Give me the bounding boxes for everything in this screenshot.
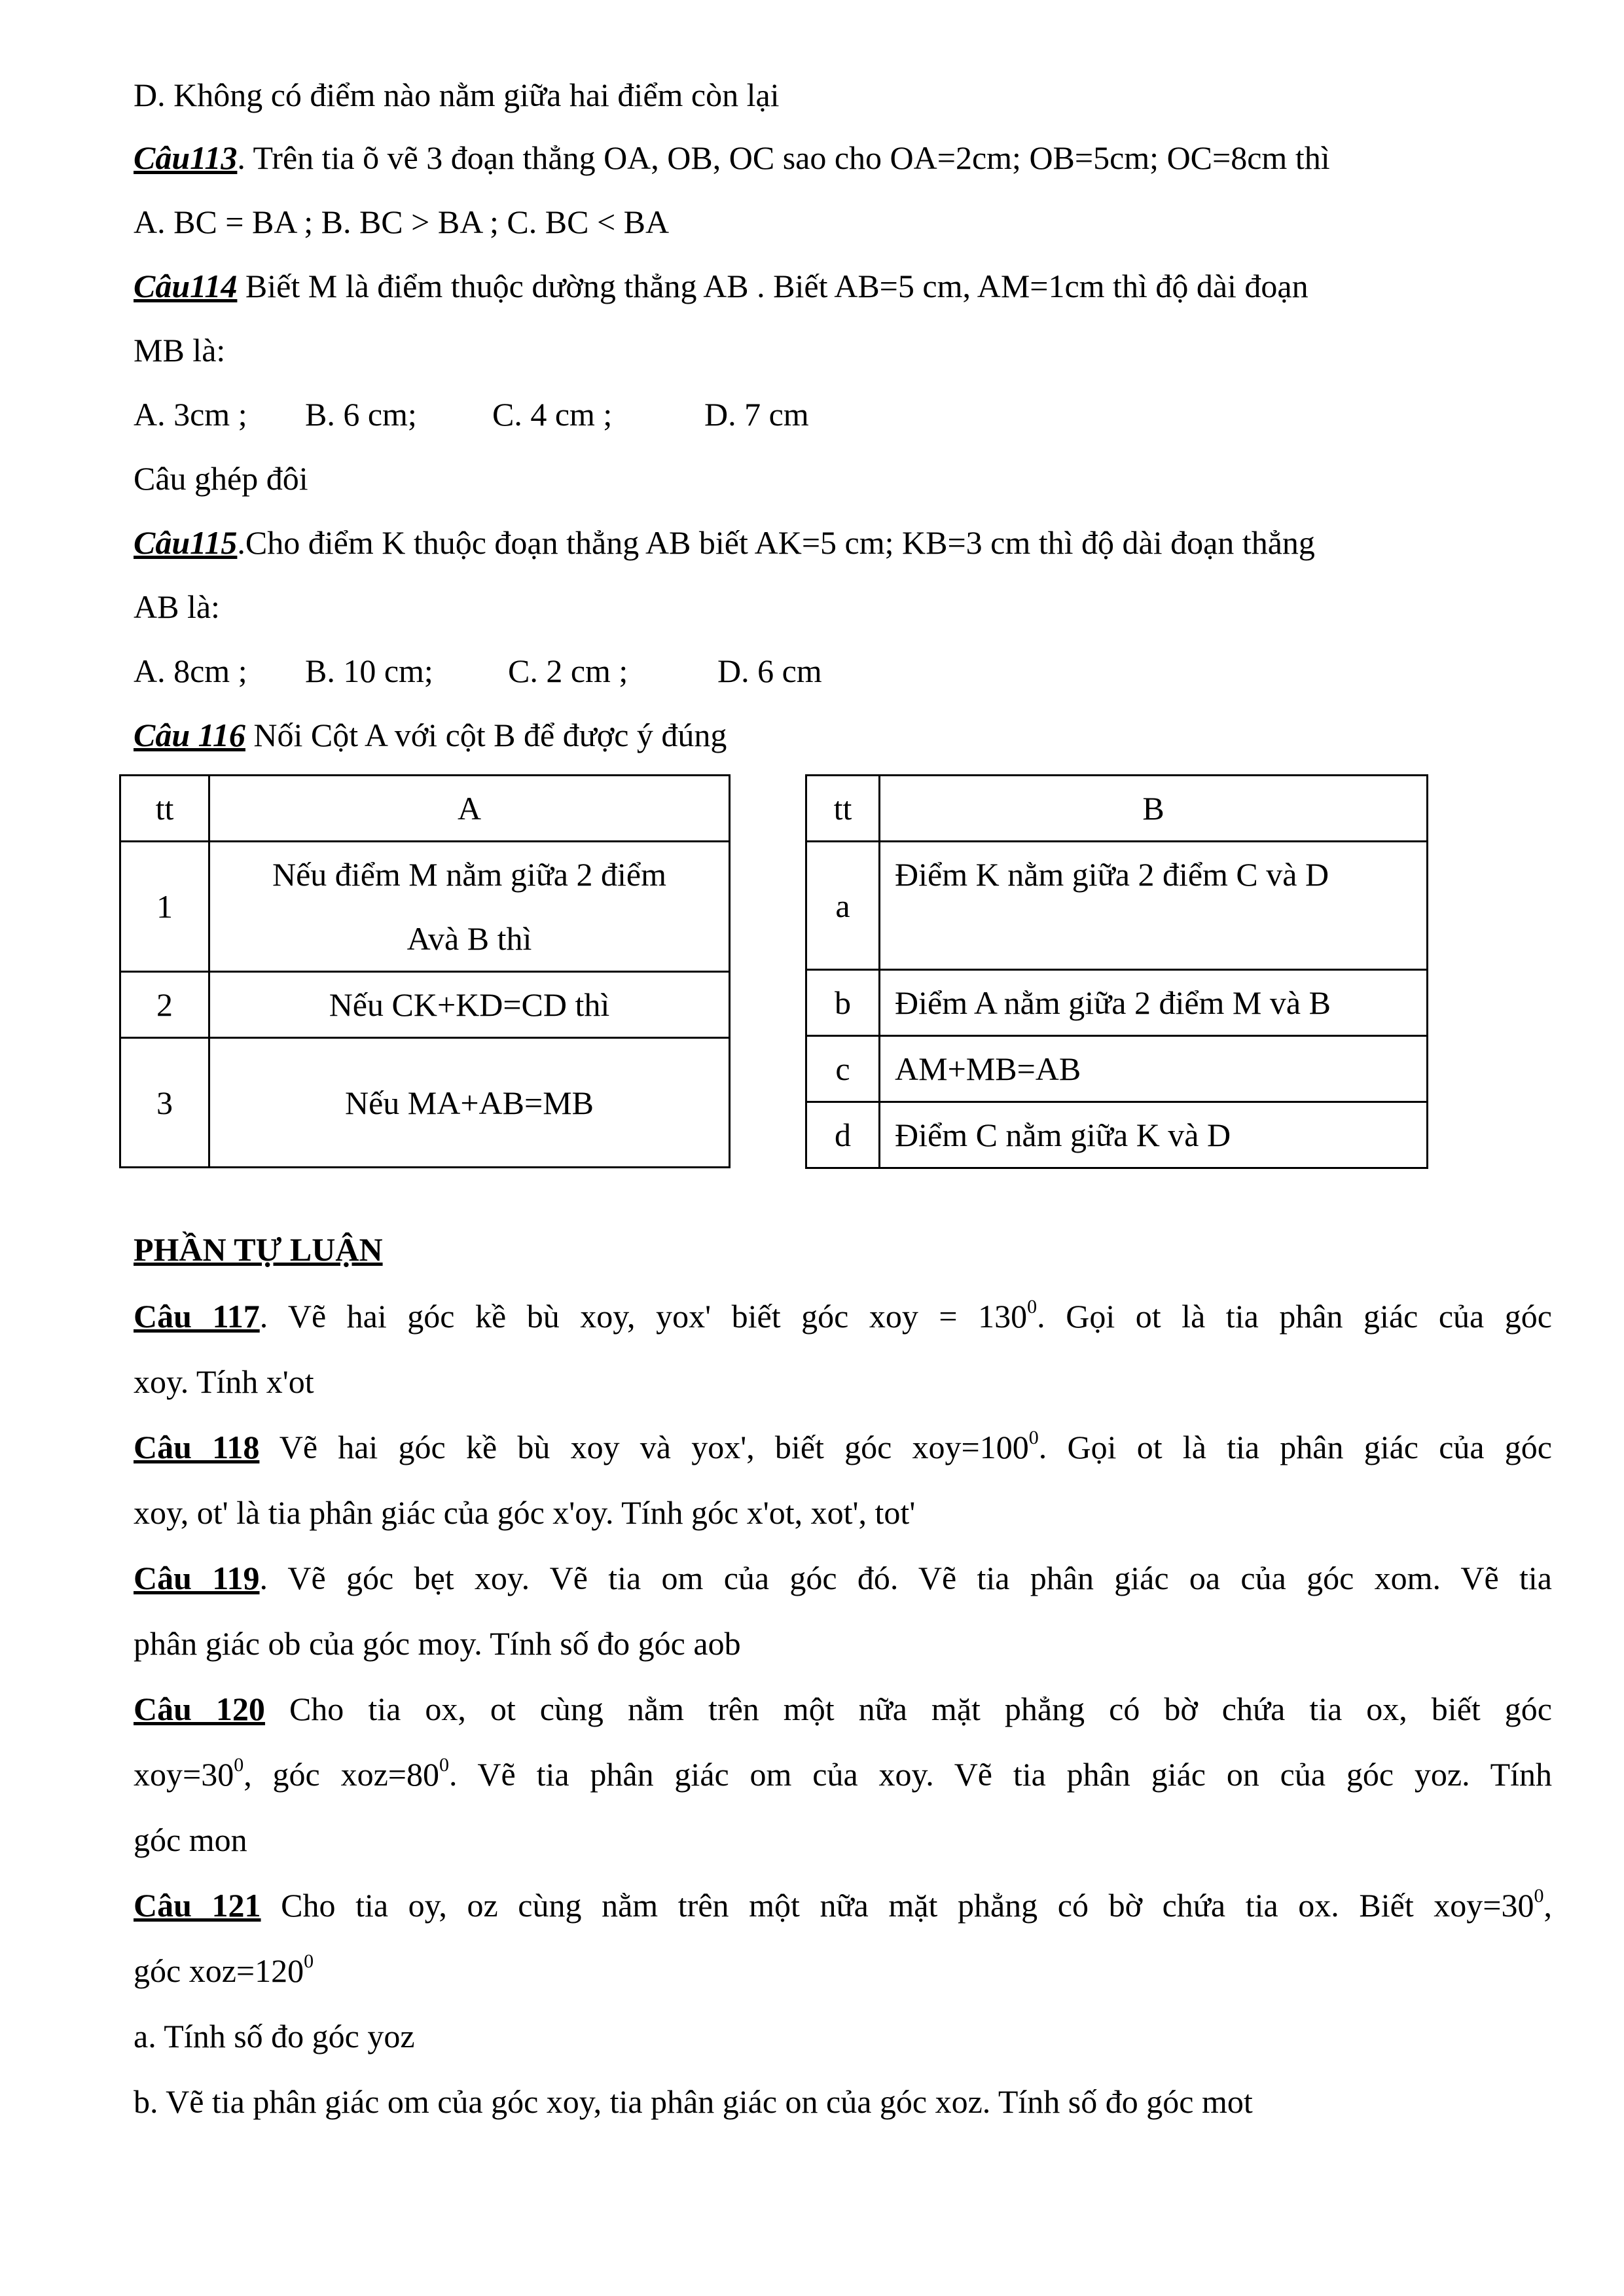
question-text: , góc xoz=80 (244, 1756, 439, 1793)
row-text-line: Nếu điểm M nằm giữa 2 điểm (272, 856, 666, 893)
question-label: Câu115 (134, 524, 238, 561)
table-row (120, 972, 730, 1038)
question-text: . Vẽ hai góc kề bù xoy, yox' biết góc xoy = 130 (259, 1298, 1028, 1335)
row-letter: c (806, 1036, 880, 1102)
question-text: . Vẽ tia phân giác om của xoy. Vẽ tia phân giác on của góc yoz. Tính (448, 1756, 1552, 1793)
header-b: B (880, 776, 1428, 842)
row-letter: b (806, 970, 880, 1036)
question-text: Cho tia oy, oz cùng nằm trên một nữa mặt phẳng có bờ chứa tia ox. Biết xoy=30 (261, 1887, 1534, 1924)
table-row (120, 842, 730, 972)
question-120-line-3: góc mon (134, 1821, 247, 1858)
question-label: Câu 118 (134, 1429, 260, 1465)
question-label: Câu 116 (134, 717, 245, 753)
question-114-options (134, 395, 1552, 433)
row-number: 3 (120, 1038, 209, 1168)
table-row (806, 970, 1428, 1036)
question-115 (134, 524, 1552, 562)
question-label: Câu 117 (134, 1298, 260, 1335)
option-b: B. 6 cm; (305, 396, 417, 433)
question-117 (134, 1297, 1552, 1335)
question-label: Câu113 (134, 139, 238, 176)
question-text: Vẽ hai góc kề bù xoy và yox', biết góc xoy=100 (259, 1429, 1029, 1465)
degree-sup: 0 (1028, 1427, 1039, 1448)
row-text: Điểm C nằm giữa K và D (880, 1102, 1428, 1168)
question-text: , (1543, 1887, 1553, 1924)
question-121-line-2 (134, 1952, 1552, 1990)
question-119 (134, 1559, 1552, 1597)
question-label: Câu 121 (134, 1887, 261, 1924)
question-label: Câu 119 (134, 1560, 260, 1596)
question-121-part-b: b. Vẽ tia phân giác om của góc xoy, tia phân giác on của góc xoz. Tính số đo góc mot (134, 2083, 1253, 2120)
question-121-part-a: a. Tính số đo góc yoz (134, 2018, 415, 2054)
question-113 (134, 139, 1552, 177)
question-120-line-2 (134, 1755, 1552, 1793)
question-120 (134, 1690, 1552, 1728)
row-letter: d (806, 1102, 880, 1168)
question-text: . Gọi ot là tia phân giác của góc (1037, 1298, 1552, 1335)
section-pairing-title: Câu ghép đôi (134, 460, 308, 497)
matching-table-b (805, 774, 1428, 1169)
option-a: A. 3cm ; (134, 396, 247, 433)
question-118-line-2: xoy, ot' là tia phân giác của góc x'oy. Tính góc x'ot, xot', tot' (134, 1494, 916, 1531)
row-text: Nếu CK+KD=CD thì (209, 972, 730, 1038)
row-text (209, 842, 730, 972)
question-text: góc xoz=120 (134, 1952, 304, 1989)
header-tt: tt (120, 776, 209, 842)
row-text-line: Avà B thì (406, 920, 532, 957)
question-114-line-2: MB là: (134, 332, 226, 368)
section-heading: PHẦN TỰ LUẬN (134, 1231, 383, 1268)
question-text: . Trên tia õ vẽ 3 đoạn thẳng OA, OB, OC sao cho OA=2cm; OB=5cm; OC=8cm thì (237, 139, 1330, 176)
question-121 (134, 1886, 1552, 1924)
table-row (806, 842, 1428, 970)
option-b: B. 10 cm; (305, 653, 433, 689)
table-header-row (120, 776, 730, 842)
question-118 (134, 1428, 1552, 1466)
question-label: Câu114 (134, 268, 238, 304)
question-text: Cho tia ox, ot cùng nằm trên một nữa mặt phẳng có bờ chứa tia ox, biết góc (264, 1691, 1552, 1727)
question-114 (134, 267, 1552, 305)
question-text: .Cho điểm K thuộc đoạn thẳng AB biết AK=5 cm; KB=3 cm thì độ dài đoạn thẳng (237, 524, 1315, 561)
row-number: 2 (120, 972, 209, 1038)
degree-sup: 0 (439, 1754, 449, 1776)
question-text: xoy=30 (134, 1756, 234, 1793)
question-115-options (134, 652, 1552, 690)
row-text: Điểm K nằm giữa 2 điểm C và D (880, 842, 1428, 970)
header-tt: tt (806, 776, 880, 842)
table-row (806, 1102, 1428, 1168)
option-d: D. 6 cm (717, 653, 822, 689)
question-text: Nối Cột A với cột B để được ý đúng (245, 717, 727, 753)
essay-heading (134, 1230, 1552, 1268)
question-115-line-2: AB là: (134, 588, 220, 625)
question-113-options: A. BC = BA ; B. BC > BA ; C. BC < BA (134, 204, 670, 240)
question-116 (134, 716, 1552, 754)
row-text: Nếu MA+AB=MB (209, 1038, 730, 1168)
degree-sup: 0 (1534, 1885, 1544, 1907)
question-text: . Gọi ot là tia phân giác của góc (1038, 1429, 1553, 1465)
table-row (806, 1036, 1428, 1102)
degree-sup: 0 (304, 1950, 314, 1972)
degree-sup: 0 (234, 1754, 244, 1776)
row-letter: a (806, 842, 880, 970)
option-d-line: D. Không có điểm nào nằm giữa hai điểm còn lại (134, 77, 780, 113)
row-number: 1 (120, 842, 209, 972)
table-header-row (806, 776, 1428, 842)
row-text: AM+MB=AB (880, 1036, 1428, 1102)
option-a: A. 8cm ; (134, 653, 247, 689)
question-119-line-2: phân giác ob của góc moy. Tính số đo góc aob (134, 1625, 741, 1662)
row-text: Điểm A nằm giữa 2 điểm M và B (880, 970, 1428, 1036)
question-text: . Vẽ góc bẹt xoy. Vẽ tia om của góc đó. Vẽ tia phân giác oa của góc xom. Vẽ tia (259, 1560, 1552, 1596)
question-label: Câu 120 (134, 1691, 265, 1727)
header-a: A (209, 776, 730, 842)
option-c: C. 2 cm ; (508, 653, 628, 689)
question-text: Biết M là điểm thuộc dường thẳng AB . Biết AB=5 cm, AM=1cm thì độ dài đoạn (237, 268, 1308, 304)
matching-table-a (119, 774, 731, 1168)
table-row (120, 1038, 730, 1168)
question-117-line-2: xoy. Tính x'ot (134, 1363, 314, 1400)
degree-sup: 0 (1027, 1296, 1038, 1318)
option-d: D. 7 cm (704, 396, 809, 433)
option-c: C. 4 cm ; (492, 396, 613, 433)
